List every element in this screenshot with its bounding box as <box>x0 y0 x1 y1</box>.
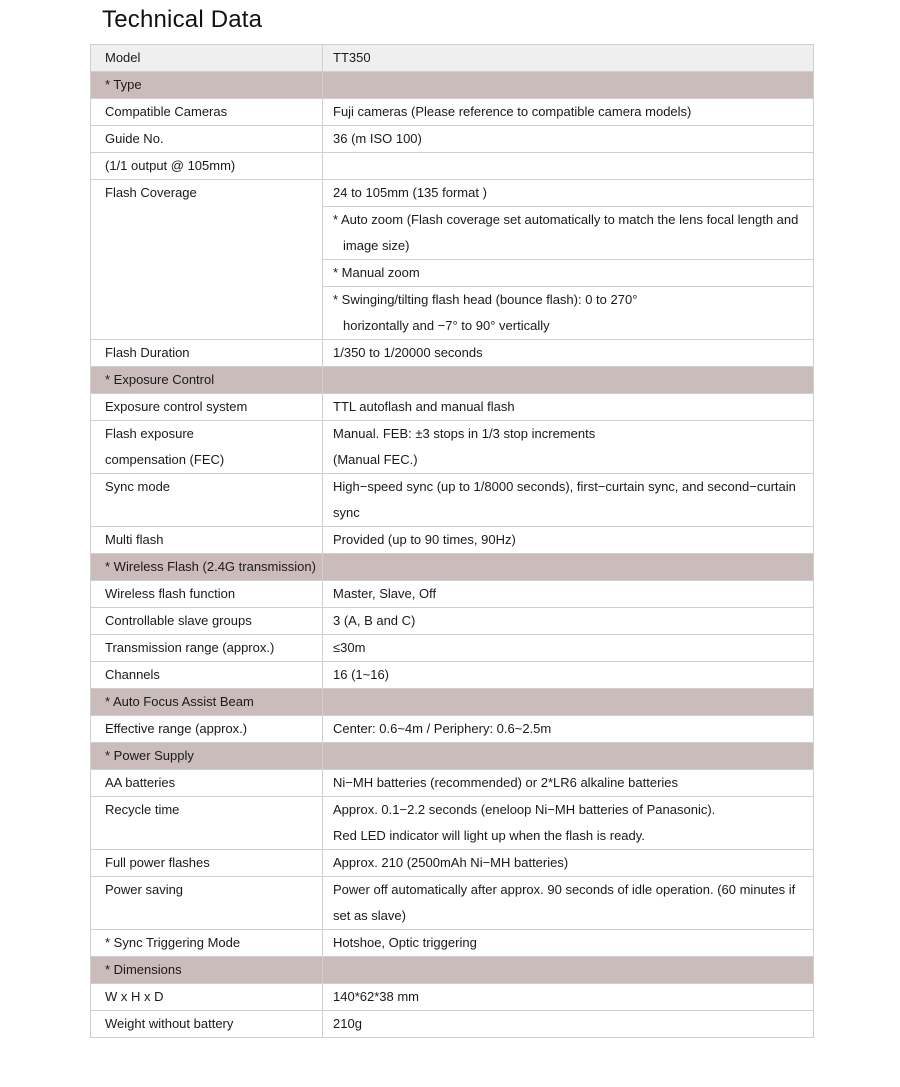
spec-value-cell <box>323 527 814 554</box>
spec-value-cell <box>323 797 814 850</box>
spec-value: TT350 <box>333 50 371 65</box>
spec-label-cell <box>91 474 323 527</box>
spec-row-multi-flash <box>91 527 814 554</box>
spec-row-model <box>91 45 814 72</box>
section-heading: * Exposure Control <box>105 372 215 387</box>
spec-value-cell <box>323 770 814 797</box>
spec-value: Ni−MH batteries (recommended) or 2*LR6 alkaline batteries <box>333 775 679 790</box>
spec-value: horizontally and −7° to 90° vertically <box>343 318 550 333</box>
spec-label: Model <box>105 50 141 65</box>
spec-row-channels <box>91 662 814 689</box>
spec-label-cell <box>91 1011 323 1038</box>
spec-value-cell <box>323 850 814 877</box>
technical-data-table <box>90 44 814 1038</box>
spec-value: 24 to 105mm (135 format ) <box>333 185 487 200</box>
spec-label-cell <box>91 716 323 743</box>
section-row-exposure-control <box>91 367 814 394</box>
spec-label-cell <box>91 421 323 474</box>
spec-row-guide-no <box>91 126 814 153</box>
section-row-dimensions <box>91 957 814 984</box>
spec-value: Master, Slave, Off <box>333 586 437 601</box>
spec-label-cell <box>91 153 323 180</box>
spec-label-cell <box>91 877 323 930</box>
spec-value-cell <box>323 126 814 153</box>
spec-value: TTL autoflash and manual flash <box>333 399 515 414</box>
spec-label: Sync mode <box>105 479 171 494</box>
spec-value-cell <box>323 1011 814 1038</box>
spec-label-cell <box>91 126 323 153</box>
spec-label: Flash Coverage <box>105 185 197 200</box>
spec-label-cell <box>91 797 323 850</box>
spec-row-aa-batteries <box>91 770 814 797</box>
spec-value: Power off automatically after approx. 90 seconds of idle operation. (60 minutes if <box>333 882 796 897</box>
spec-label: Exposure control system <box>105 399 248 414</box>
spec-row-flash-coverage <box>91 180 814 340</box>
spec-value: 36 (m ISO 100) <box>333 131 422 146</box>
spec-value <box>323 367 813 393</box>
spec-value: 16 (1~16) <box>333 667 390 682</box>
spec-row-sync-triggering-mode <box>91 930 814 957</box>
spec-value: High−speed sync (up to 1/8000 seconds), first−curtain sync, and second−curtain <box>333 479 796 494</box>
spec-value-group <box>323 180 813 206</box>
spec-label: AA batteries <box>105 775 176 790</box>
spec-label: Wireless flash function <box>105 586 236 601</box>
section-heading: * Power Supply <box>105 748 194 763</box>
spec-value-cell <box>323 45 814 72</box>
section-heading: * Auto Focus Assist Beam <box>105 694 254 709</box>
spec-row-1-1-output-105mm <box>91 153 814 180</box>
spec-value-cell <box>323 984 814 1011</box>
spec-row-weight-without-battery <box>91 1011 814 1038</box>
spec-label: Compatible Cameras <box>105 104 228 119</box>
spec-label: * Sync Triggering Mode <box>105 935 241 950</box>
spec-label-cell <box>91 394 323 421</box>
spec-label-cell <box>91 635 323 662</box>
spec-value: 140*62*38 mm <box>333 989 419 1004</box>
spec-label-cell <box>91 367 323 394</box>
spec-value-cell <box>323 581 814 608</box>
spec-value-group <box>323 259 813 286</box>
spec-value-group <box>323 206 813 259</box>
spec-label-cell <box>91 608 323 635</box>
spec-value-cell <box>323 716 814 743</box>
spec-value-cell <box>323 421 814 474</box>
spec-value: Manual. FEB: ±3 stops in 1/3 stop increments <box>333 426 596 441</box>
spec-value <box>323 743 813 769</box>
spec-label-cell <box>91 850 323 877</box>
spec-value: image size) <box>343 238 410 253</box>
section-heading: * Dimensions <box>105 962 182 977</box>
spec-label-cell <box>91 957 323 984</box>
spec-value-cell <box>323 180 814 340</box>
spec-value-cell <box>323 957 814 984</box>
spec-row-w-x-h-x-d <box>91 984 814 1011</box>
spec-value-cell <box>323 877 814 930</box>
spec-value: Provided (up to 90 times, 90Hz) <box>333 532 516 547</box>
spec-value: sync <box>333 505 360 520</box>
spec-value-cell <box>323 662 814 689</box>
spec-value: Approx. 210 (2500mAh Ni−MH batteries) <box>333 855 569 870</box>
spec-value: ≤30m <box>333 640 366 655</box>
spec-label-cell <box>91 770 323 797</box>
spec-label: Effective range (approx.) <box>105 721 248 736</box>
spec-row-full-power-flashes <box>91 850 814 877</box>
spec-row-flash-duration <box>91 340 814 367</box>
spec-label: Flash Duration <box>105 345 190 360</box>
spec-label-cell <box>91 743 323 770</box>
spec-value-cell <box>323 930 814 957</box>
spec-value: * Auto zoom (Flash coverage set automatically to match the lens focal length and <box>333 212 799 227</box>
spec-label: Transmission range (approx.) <box>105 640 275 655</box>
spec-value: Center: 0.6~4m / Periphery: 0.6~2.5m <box>333 721 552 736</box>
spec-row-power-saving <box>91 877 814 930</box>
spec-value-cell <box>323 474 814 527</box>
spec-label: W x H x D <box>105 989 164 1004</box>
spec-label-cell <box>91 72 323 99</box>
spec-value: Approx. 0.1−2.2 seconds (eneloop Ni−MH batteries of Panasonic). <box>333 802 716 817</box>
spec-row-transmission-range-approx <box>91 635 814 662</box>
spec-value: * Swinging/tilting flash head (bounce flash): 0 to 270° <box>333 292 638 307</box>
spec-row-compatible-cameras <box>91 99 814 126</box>
spec-value-cell <box>323 367 814 394</box>
spec-row-sync-mode <box>91 474 814 527</box>
spec-value: 1/350 to 1/20000 seconds <box>333 345 483 360</box>
section-heading: * Wireless Flash (2.4G transmission) <box>105 559 316 574</box>
section-row-type <box>91 72 814 99</box>
spec-value-cell <box>323 689 814 716</box>
spec-label: Controllable slave groups <box>105 613 252 628</box>
spec-value <box>323 689 813 715</box>
spec-value-cell <box>323 394 814 421</box>
spec-value-cell <box>323 635 814 662</box>
spec-value-cell <box>323 340 814 367</box>
spec-value: Hotshoe, Optic triggering <box>333 935 477 950</box>
spec-label-cell <box>91 554 323 581</box>
spec-value: * Manual zoom <box>333 265 420 280</box>
spec-value: Fuji cameras (Please reference to compatible camera models) <box>333 104 692 119</box>
spec-label-cell <box>91 340 323 367</box>
spec-label-cell <box>91 180 323 340</box>
spec-label: Multi flash <box>105 532 164 547</box>
spec-label: Channels <box>105 667 160 682</box>
spec-label: Power saving <box>105 882 184 897</box>
spec-row-exposure-control-system <box>91 394 814 421</box>
section-row-power-supply <box>91 743 814 770</box>
spec-row-controllable-slave-groups <box>91 608 814 635</box>
spec-value <box>323 957 813 983</box>
spec-value-cell <box>323 608 814 635</box>
spec-label-cell <box>91 527 323 554</box>
spec-value <box>323 554 813 580</box>
spec-value: 3 (A, B and C) <box>333 613 416 628</box>
spec-label-cell <box>91 689 323 716</box>
spec-value-cell <box>323 72 814 99</box>
section-heading: * Type <box>105 77 142 92</box>
section-row-auto-focus-assist-beam <box>91 689 814 716</box>
spec-value <box>323 153 813 179</box>
spec-value <box>323 72 813 98</box>
spec-value: set as slave) <box>333 908 406 923</box>
spec-value-cell <box>323 153 814 180</box>
spec-value: (Manual FEC.) <box>333 452 418 467</box>
spec-label: Guide No. <box>105 131 164 146</box>
spec-value: 210g <box>333 1016 362 1031</box>
spec-label-cell <box>91 984 323 1011</box>
spec-label: Full power flashes <box>105 855 210 870</box>
section-row-wireless-flash-2-4g-transmission <box>91 554 814 581</box>
spec-label-cell <box>91 45 323 72</box>
spec-row-flash-exposure <box>91 421 814 474</box>
spec-row-wireless-flash-function <box>91 581 814 608</box>
spec-label: Recycle time <box>105 802 180 817</box>
spec-label: compensation (FEC) <box>105 452 225 467</box>
spec-value-cell <box>323 743 814 770</box>
spec-value: Red LED indicator will light up when the flash is ready. <box>333 828 645 843</box>
spec-value-cell <box>323 99 814 126</box>
spec-label-cell <box>91 930 323 957</box>
spec-label-cell <box>91 99 323 126</box>
spec-row-effective-range-approx <box>91 716 814 743</box>
spec-value-cell <box>323 554 814 581</box>
spec-label: (1/1 output @ 105mm) <box>105 158 236 173</box>
spec-value-group <box>323 286 813 339</box>
spec-label: Weight without battery <box>105 1016 234 1031</box>
spec-row-recycle-time <box>91 797 814 850</box>
spec-label-cell <box>91 581 323 608</box>
page-title: Technical Data <box>102 6 263 33</box>
spec-label: Flash exposure <box>105 426 194 441</box>
spec-label-cell <box>91 662 323 689</box>
